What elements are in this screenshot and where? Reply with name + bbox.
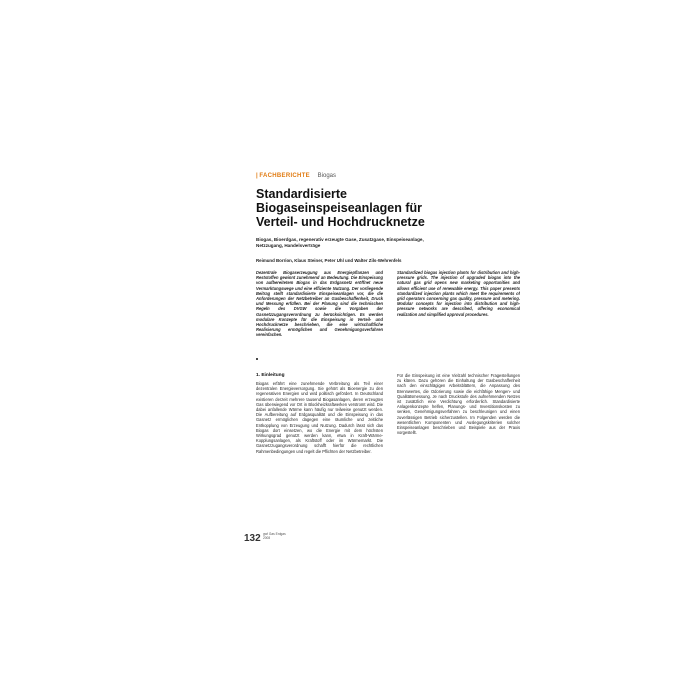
body-column-left: Biogas erfährt eine zunehmende Verbreitung als Teil einer dezentralen Energieversorgung. Sie gehört als Bioenergie zu den regenerativen Energien und wird politisch gefördert. In Deutschland existieren derzeit mehrere tausend Biogasanlagen, deren erzeugtes Gas überwiegend vor Ort in Blockheizkraftwerken verstromt wird. Die dabei anfallende Wärme kann häufig nur teilweise genutzt werden. Die Aufbereitung auf Erdgasqualität und die Einspeisung in das Gasnetz ermöglichen dagegen eine räumliche und zeitliche Entkopplung von Erzeugung und Nutzung. Dadurch lässt sich das Biogas dort einsetzen, wo die Energie mit dem höchsten Wirkungsgrad genutzt werden kann, etwa in Kraft-Wärme-Kopplungsanlagen, als Kraftstoff oder im Wärmemarkt. Die Gasnetzzugangsverordnung schafft hierfür die rechtlichen Rahmenbedingungen und regelt die Pflichten der Netzbetreiber.: [256, 381, 383, 454]
abstract-end-mark: [256, 358, 258, 360]
journal-year: 2008: [263, 535, 271, 540]
article-title: Standardisierte Biogaseinspeiseanlagen für Verteil- und Hochdrucknetze: [256, 187, 425, 229]
journal-info: [263, 533, 303, 540]
article-authors: Reimund Borrion, Klaus Steiner, Peter Uhl und Walter Zils-Wehrenfels: [256, 258, 402, 263]
abstract-english: Standardized biogas injection plants for distribution and high-pressure grids. The injection of upgraded biogas into the natural gas grid opens new marketing opportunities and allows efficient use of renewable energy. This paper presents standardized injection plants which meet the requirements of grid operators concerning gas quality, pressure and metering. Modular concepts for injection into distribution and high-pressure networks are described, offering economical realization and simplified approval procedures.: [397, 270, 520, 317]
section-subcategory: Biogas: [317, 173, 336, 179]
body-column-right: Für die Einspeisung ist eine Vielzahl technischer Fragestellungen zu klären. Dazu gehören die Einhaltung der Gasbeschaffenheit nach den einschlägigen Arbeitsblättern, die Anpassung des Brennwertes, die Odorierung sowie die eichfähige Mengen- und Qualitätsmessung. Je nach Druckstufe des aufnehmenden Netzes ist zusätzlich eine Verdichtung erforderlich. Standardisierte Anlagenkonzepte helfen, Planungs- und Investitionskosten zu senken, Genehmigungsverfahren zu beschleunigen und einen zuverlässigen Betrieb sicherzustellen. Im Folgenden werden die wesentlichen Komponenten und Auslegungskriterien solcher Einspeiseanlagen beschrieben und Beispiele aus der Praxis vorgestellt.: [397, 373, 520, 436]
section-separator: |: [256, 173, 258, 179]
page-number: 132: [244, 533, 261, 544]
journal-name: gwf Gas Erdgas: [263, 532, 286, 536]
section-heading: 1. Einleitung: [256, 373, 285, 378]
section-tag: [256, 172, 336, 180]
abstract-german: Dezentrale Biogaserzeugung aus Energiepflanzen und Reststoffen gewinnt zunehmend an Bedeutung. Die Einspeisung von aufbereitetem Biogas in das Erdgasnetz eröffnet neue Vermarktungswege und eine effiziente Nutzung. Der vorliegende Beitrag stellt standardisierte Einspeiseanlagen vor, die die Anforderungen der Netzbetreiber an Gasbeschaffenheit, Druck und Messung erfüllen. Bei der Planung sind die technischen Regeln des DVGW sowie die Vorgaben der Gasnetzzugangsverordnung zu berücksichtigen. Es werden modulare Konzepte für die Einspeisung in Verteil- und Hochdrucknetze beschrieben, die eine wirtschaftliche Realisierung ermöglichen und Genehmigungsverfahren vereinfachen.: [256, 270, 383, 338]
article-keywords: Biogas, Bioerdgas, regenerativ erzeugte Gase, Zusatzgase, Einspeiseanlage, Netzzugang, Handelsverträge: [256, 237, 424, 248]
section-category: FACHBERICHTE: [259, 173, 310, 179]
